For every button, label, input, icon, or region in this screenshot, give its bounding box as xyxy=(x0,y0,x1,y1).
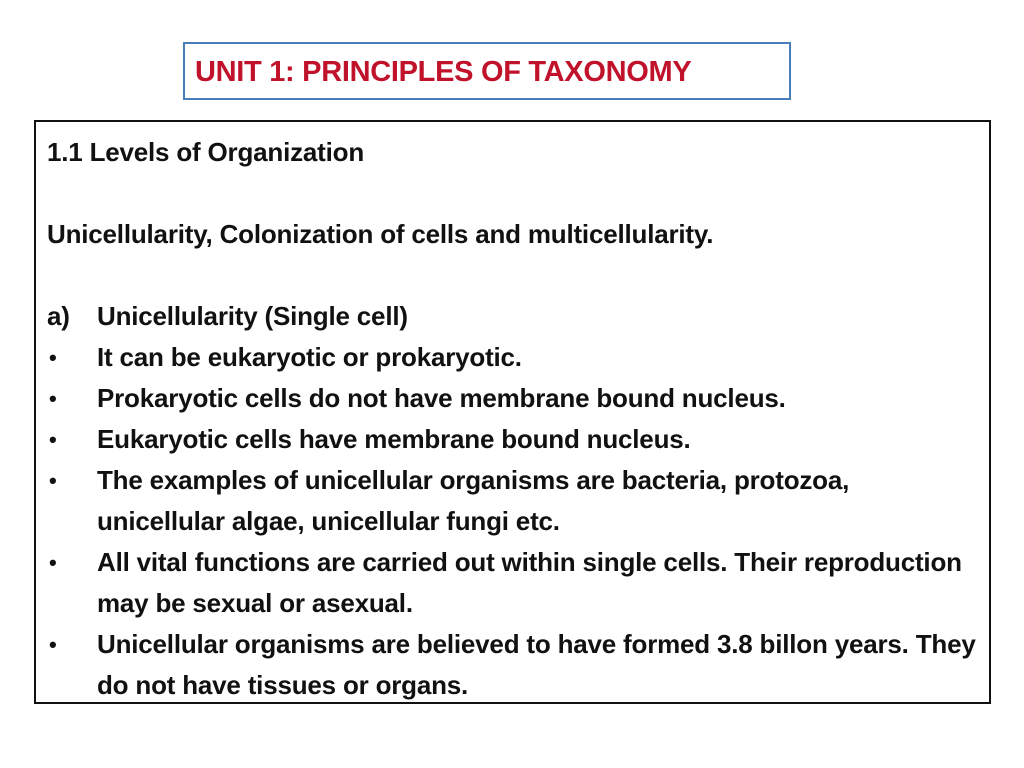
blank-line xyxy=(47,173,977,214)
bullet-icon: • xyxy=(49,427,57,452)
bullet-text: All vital functions are carried out within single cells. Their reproduction may be sexual or asexual. xyxy=(97,547,962,618)
bullet-text: Unicellular organisms are believed to have formed 3.8 billon years. They do not have tissues or organs. xyxy=(97,629,976,700)
content-box xyxy=(34,120,991,704)
bullet-text: Prokaryotic cells do not have membrane bound nucleus. xyxy=(97,383,786,413)
bullet-text: The examples of unicellular organisms are bacteria, protozoa, unicellular algae, unicellular fungi etc. xyxy=(97,465,850,536)
bullet-icon: • xyxy=(49,386,57,411)
list-item xyxy=(47,542,977,624)
slide-title: UNIT 1: PRINCIPLES OF TAXONOMY xyxy=(195,56,692,88)
bullet-icon: • xyxy=(49,550,57,575)
list-marker: a) xyxy=(47,301,70,331)
bullet-text: Eukaryotic cells have membrane bound nucleus. xyxy=(97,424,691,454)
list-item xyxy=(47,337,977,378)
list-item xyxy=(47,460,977,542)
list-item xyxy=(47,378,977,419)
section-title: Unicellularity (Single cell) xyxy=(97,301,408,331)
blank-line xyxy=(47,255,977,296)
list-item xyxy=(47,419,977,460)
section-heading: 1.1 Levels of Organization xyxy=(47,137,364,167)
title-box xyxy=(183,42,791,100)
bullet-icon: • xyxy=(49,632,57,657)
bullet-icon: • xyxy=(49,468,57,493)
topic-subheading: Unicellularity, Colonization of cells and multicellularity. xyxy=(47,219,714,249)
content-body xyxy=(47,132,977,706)
bullet-icon: • xyxy=(49,345,57,370)
list-item-section-title xyxy=(47,296,977,337)
bullet-text: It can be eukaryotic or prokaryotic. xyxy=(97,342,522,372)
list-item xyxy=(47,624,977,706)
